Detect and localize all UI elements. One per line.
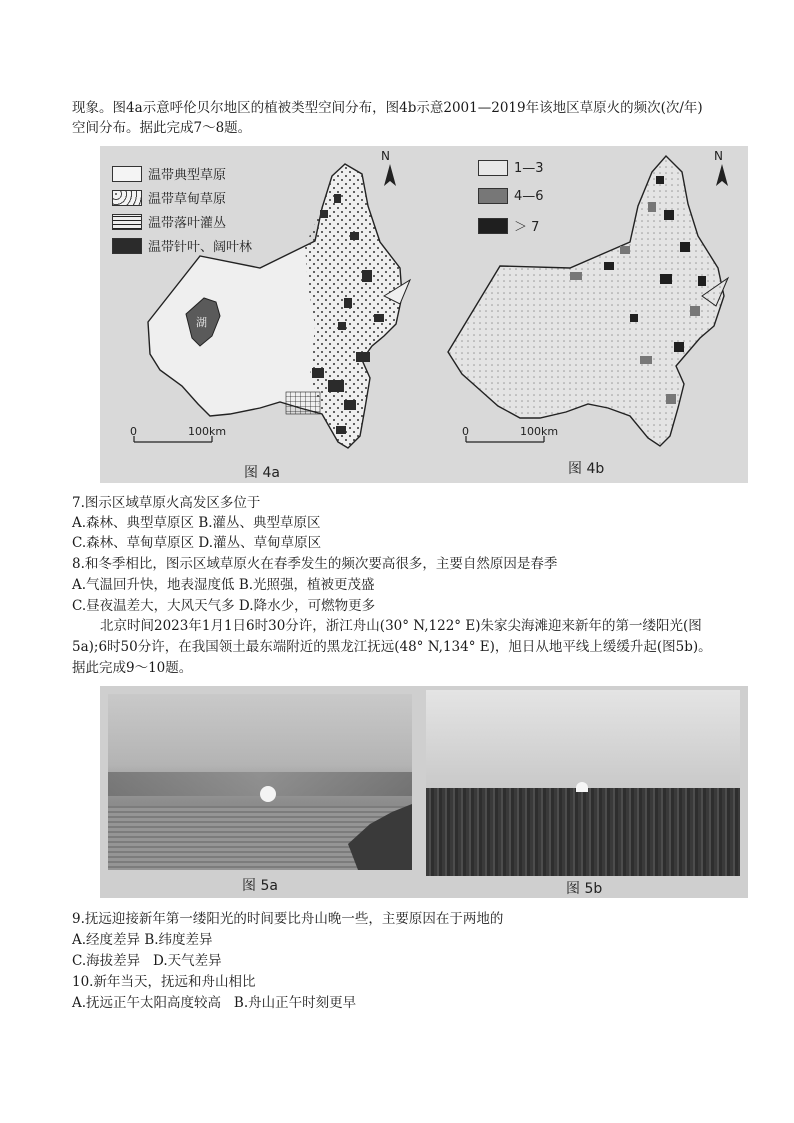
legend-swatch-meadow: [112, 190, 142, 206]
q8-options-1: A.气温回升快，地表湿度低 B.光照强，植被更茂盛: [72, 577, 375, 593]
q7-options-2: C.森林、草甸草原区 D.灌丛、草甸草原区: [72, 535, 322, 551]
lake-label: 湖: [196, 316, 207, 329]
legend-label-typical: 温带典型草原: [148, 168, 227, 183]
legend-typical-steppe: [112, 164, 226, 183]
scale-zero-4a: 0: [130, 425, 137, 438]
legend-swatch-typical: [112, 166, 142, 182]
legend-forest: [112, 236, 252, 255]
north-arrow-4b: [716, 164, 728, 186]
legend-label-forest: 温带针叶、阔叶林: [148, 240, 253, 255]
legend-swatch-freq-low: [478, 160, 508, 176]
q10-stem: 10.新年当天，抚远和舟山相比: [72, 974, 256, 990]
passage2-line-2: 5a);6时50分许，在我国领土最东端附近的黑龙江抚远(48° N,134° E)，旭日从地平线上缓缓升起(图5b)。: [72, 639, 712, 655]
legend-meadow-steppe: [112, 188, 226, 207]
passage2-line-3: 据此完成9～10题。: [72, 660, 193, 676]
passage2-line-1: 北京时间2023年1月1日6时30分许，浙江舟山(30° N,122° E)朱家尖海滩迎来新年的第一缕阳光(图: [100, 618, 702, 634]
map-4a-shrub-patch: [286, 392, 320, 414]
legend-swatch-shrub: [112, 214, 142, 230]
north-label-4a: N: [381, 149, 390, 163]
q10-options-1: A.抚远正午太阳高度较高 B.舟山正午时刻更早: [72, 995, 357, 1011]
legend-label-freq-high: ＞ 7: [514, 220, 540, 235]
intro-line-1: 现象。图4a示意呼伦贝尔地区的植被类型空间分布，图4b示意2001—2019年该地区草原火的频次(次/年): [72, 100, 703, 116]
q9-options-1: A.经度差异 B.纬度差异: [72, 932, 213, 948]
legend-swatch-freq-high: [478, 218, 508, 234]
legend-freq-low: [478, 160, 544, 176]
legend-label-shrub: 温带落叶灌丛: [148, 216, 227, 231]
figure-5: [100, 686, 748, 898]
photo-5a-headland: [108, 694, 412, 870]
caption-4a: 图 4a: [244, 465, 280, 481]
figure-4: [100, 146, 748, 483]
legend-freq-mid: [478, 188, 544, 204]
scale-zero-4b: 0: [462, 425, 469, 438]
legend-deciduous-shrub: [112, 212, 226, 231]
caption-5a: 图 5a: [242, 878, 278, 894]
legend-freq-high: [478, 216, 539, 235]
scale-length-4b: 100km: [520, 425, 559, 438]
legend-swatch-forest: [112, 238, 142, 254]
legend-label-freq-low: 1—3: [514, 160, 544, 176]
intro-line-2: 空间分布。据此完成7～8题。: [72, 120, 252, 136]
q8-stem: 8.和冬季相比，图示区域草原火在春季发生的频次要高很多，主要自然原因是春季: [72, 556, 558, 572]
photo-5a: [108, 694, 412, 870]
north-arrow-4a: [384, 164, 396, 186]
photo-5b: [426, 690, 740, 876]
caption-5b: 图 5b: [566, 881, 603, 897]
sun-icon: [576, 782, 588, 792]
scale-length-4a: 100km: [188, 425, 227, 438]
q9-options-2: C.海拔差异 D.天气差异: [72, 953, 222, 969]
legend-swatch-freq-mid: [478, 188, 508, 204]
caption-4b: 图 4b: [568, 461, 605, 477]
legend-label-meadow: 温带草甸草原: [148, 192, 227, 207]
q8-options-2: C.昼夜温差大，大风天气多 D.降水少，可燃物更多: [72, 598, 376, 614]
q7-stem: 7.图示区域草原火高发区多位于: [72, 495, 261, 511]
legend-label-freq-mid: 4—6: [514, 188, 544, 204]
q7-options-1: A.森林、典型草原区 B.灌丛、典型草原区: [72, 515, 321, 531]
q9-stem: 9.抚远迎接新年第一缕阳光的时间要比舟山晚一些，主要原因在于两地的: [72, 911, 504, 927]
north-label-4b: N: [714, 149, 723, 163]
photo-5b-land: [426, 788, 740, 876]
